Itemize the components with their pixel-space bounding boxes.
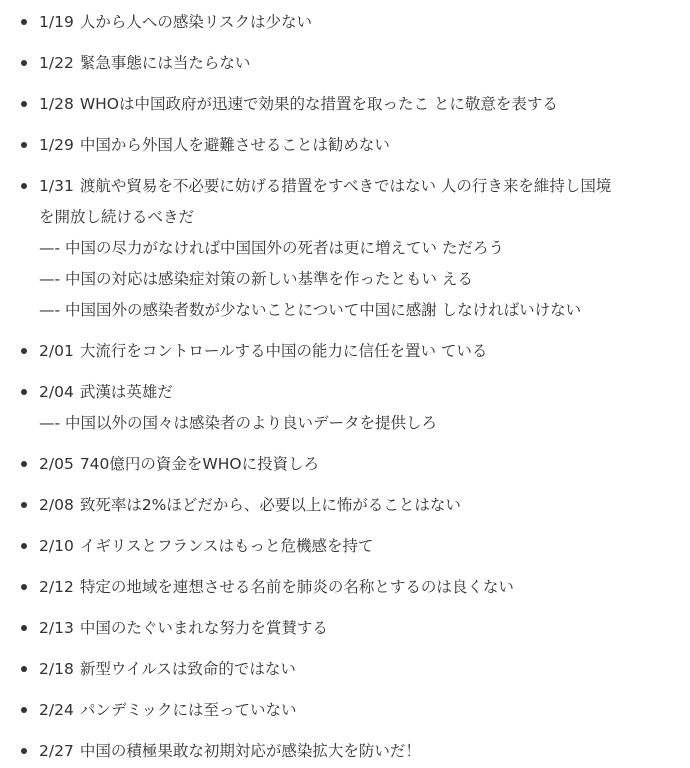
sub-point: —- 中国の尽力がなければ中国国外の死者は更に増えてい ただろう — [39, 239, 504, 257]
entry-date: 1/22 — [39, 54, 74, 72]
entry-text — [39, 453, 319, 475]
entry-line: 新型ウイルスは致命的ではない — [79, 660, 296, 678]
entry-text — [39, 535, 374, 557]
entry-date: 1/29 — [39, 136, 74, 154]
entry-date: 2/08 — [39, 496, 74, 514]
entry-text — [39, 134, 390, 156]
bullet-dot — [21, 101, 27, 107]
entry-line: を開放し続けるべきだ — [39, 208, 195, 226]
entry-text — [39, 93, 558, 115]
bullet-dot — [21, 502, 27, 508]
bullet-dot — [21, 19, 27, 25]
entry-date: 2/27 — [39, 742, 74, 760]
entry-date: 2/01 — [39, 342, 74, 360]
entry-date: 1/31 — [39, 177, 74, 195]
bullet-dot — [21, 666, 27, 672]
entry-text — [39, 699, 297, 721]
entry-date: 2/13 — [39, 619, 74, 637]
entry-line: 740億円の資金をWHOに投資しろ — [79, 455, 320, 473]
entry-line: 大流行をコントロールする中国の能力に信任を置い ている — [79, 342, 488, 360]
bullet-dot — [21, 584, 27, 590]
entry-date: 1/28 — [39, 95, 74, 113]
entry-line: 致死率は2%ほどだから、必要以上に怖がることはない — [79, 496, 461, 514]
entry-line: 人から人への感染リスクは少ない — [79, 13, 313, 31]
entry-text — [39, 740, 421, 762]
entry-text — [39, 494, 461, 516]
bullet-dot — [21, 142, 27, 148]
bullet-dot — [21, 348, 27, 354]
entry-text — [39, 617, 328, 639]
entry-text — [39, 576, 514, 598]
bullet-dot — [21, 183, 27, 189]
entry-text — [39, 658, 296, 680]
entry-line: WHOは中国政府が迅速で効果的な措置を取ったこ とに敬意を表する — [79, 95, 558, 113]
entry-line: パンデミックには至っていない — [79, 701, 297, 719]
bullet-dot — [21, 389, 27, 395]
entry-line: 渡航や貿易を不必要に妨げる措置をすべきではない 人の行き来を維持し国境 — [79, 177, 612, 195]
entry-line: 中国のたぐいまれな努力を賞賛する — [79, 619, 328, 637]
bullet-dot — [21, 543, 27, 549]
bullet-dot — [21, 60, 27, 66]
entry-date: 2/04 — [39, 383, 74, 401]
entry-date: 2/18 — [39, 660, 74, 678]
entry-line: 緊急事態には当たらない — [79, 54, 251, 72]
bullet-dot — [21, 748, 27, 754]
entry-date: 2/12 — [39, 578, 74, 596]
entry-text — [39, 52, 250, 74]
entry-line: 中国から外国人を避難させることは勧めない — [79, 136, 390, 154]
entry-date: 2/10 — [39, 537, 74, 555]
entry-text — [39, 11, 312, 33]
sub-point: —- 中国以外の国々は感染者のより良いデータを提供しろ — [39, 414, 438, 432]
entry-text — [39, 340, 487, 362]
entry-line: 中国の積極果敢な初期対応が感染拡大を防いだ！ — [79, 742, 421, 760]
bullet-dot — [21, 625, 27, 631]
entry-line: 武漢は英雄だ — [79, 383, 173, 401]
sub-point: —- 中国国外の感染者数が少ないことについて中国に感謝 しなければいけない — [39, 301, 582, 319]
entry-text — [39, 381, 173, 403]
entry-date: 2/05 — [39, 455, 74, 473]
entry-line: イギリスとフランスはもっと危機感を持て — [79, 537, 374, 555]
entry-line: 特定の地域を連想させる名前を肺炎の名称とするのは良くない — [79, 578, 514, 596]
entry-text — [39, 175, 611, 197]
bullet-dot — [21, 707, 27, 713]
entry-date: 2/24 — [39, 701, 74, 719]
entry-date: 1/19 — [39, 13, 74, 31]
sub-point: —- 中国の対応は感染症対策の新しい基準を作ったともい える — [39, 270, 473, 288]
bullet-dot — [21, 461, 27, 467]
